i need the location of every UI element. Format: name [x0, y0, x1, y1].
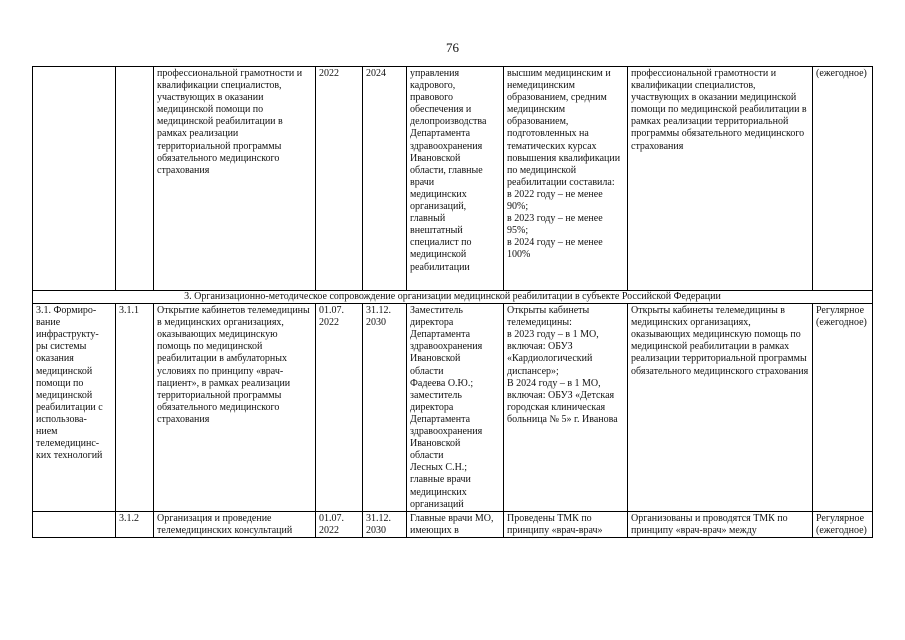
goal-cell [33, 512, 116, 538]
number-cell [116, 67, 154, 291]
end-date-cell: 31.12. 2030 [363, 512, 407, 538]
result-cell: профессиональной грамотности и квалификации специалистов, участвующих в оказании медицинской помощи по медицинской реабилитации в рамках реализации территориальной программы обязательного медицинского страхования [628, 67, 813, 291]
result-cell: Организованы и проводятся ТМК по принципу «врач-врач» между [628, 512, 813, 538]
measure-cell: профессиональной грамотности и квалификации специалистов, участвующих в оказании медицинской помощи по медицинской реабилитации в рамках реализации территориальной программы обязательного медицинского страхования [154, 67, 316, 291]
section-row [33, 291, 873, 304]
frequency-cell: (ежегодное) [813, 67, 873, 291]
responsible-cell: Главные врачи МО, имеющих в [407, 512, 504, 538]
table-row [33, 512, 873, 538]
section-title: 3. Организационно-методическое сопровождение организации медицинской реабилитации в субъекте Российской Федерации [33, 291, 873, 304]
page-number: 76 [446, 40, 459, 55]
measure-cell: Организация и проведение телемедицинских консультаций [154, 512, 316, 538]
goal-cell [33, 67, 116, 291]
indicator-cell: Открыты кабинеты телемедицины: в 2023 году – в 1 МО, включая: ОБУЗ «Кардиологический диспансер»; В 2024 году – в 1 МО, включая: ОБУЗ «Детская городская клиническая больница № 5» г. Иванова [504, 304, 628, 512]
responsible-cell: управления кадрового, правового обеспечения и делопроизводства Департамента здравоохранения Ивановской области, главные врачи медицинских организаций, главный внештатный специалист по медицинской реабилитации [407, 67, 504, 291]
table-row [33, 67, 873, 291]
indicator-cell: высшим медицинским и немедицинским образованием, средним медицинским образованием, подготовленных на тематических курсах повышения квалификации по медицинской реабилитации составила: в 2022 году – не менее 90%; в 2023 году – не менее 95%; в 2024 году – не менее 100% [504, 67, 628, 291]
end-date-cell: 2024 [363, 67, 407, 291]
measure-cell: Открытие кабинетов телемедицины в медицинских организациях, оказывающих медицинскую помощь по медицинской реабилитации в амбулаторных условиях по принципу «врач-пациент», в рамках реализации территориальной программы обязательного медицинского страхования [154, 304, 316, 512]
end-date-cell: 31.12. 2030 [363, 304, 407, 512]
goal-cell: 3.1. Формиро- вание инфраструкту- ры системы оказания медицинской помощи по медицинской реабилитации с использова- нием телемедицинс- ких технологий [33, 304, 116, 512]
measures-table [32, 66, 873, 538]
frequency-cell: Регулярное (ежегодное) [813, 512, 873, 538]
indicator-cell: Проведены ТМК по принципу «врач-врач» [504, 512, 628, 538]
frequency-cell: Регулярное (ежегодное) [813, 304, 873, 512]
table-row [33, 304, 873, 512]
responsible-cell: Заместитель директора Департамента здравоохранения Ивановской области Фадеева О.Ю.; заместитель директора Департамента здравоохранения Ивановской области Лесных С.Н.; главные врачи медицинских организаций [407, 304, 504, 512]
result-cell: Открыты кабинеты телемедицины в медицинских организациях, оказывающих медицинскую помощь по медицинской реабилитации в рамках реализации территориальной программы обязательного медицинского страхования [628, 304, 813, 512]
start-date-cell: 01.07. 2022 [316, 304, 363, 512]
number-cell: 3.1.2 [116, 512, 154, 538]
start-date-cell: 01.07. 2022 [316, 512, 363, 538]
start-date-cell: 2022 [316, 67, 363, 291]
number-cell: 3.1.1 [116, 304, 154, 512]
